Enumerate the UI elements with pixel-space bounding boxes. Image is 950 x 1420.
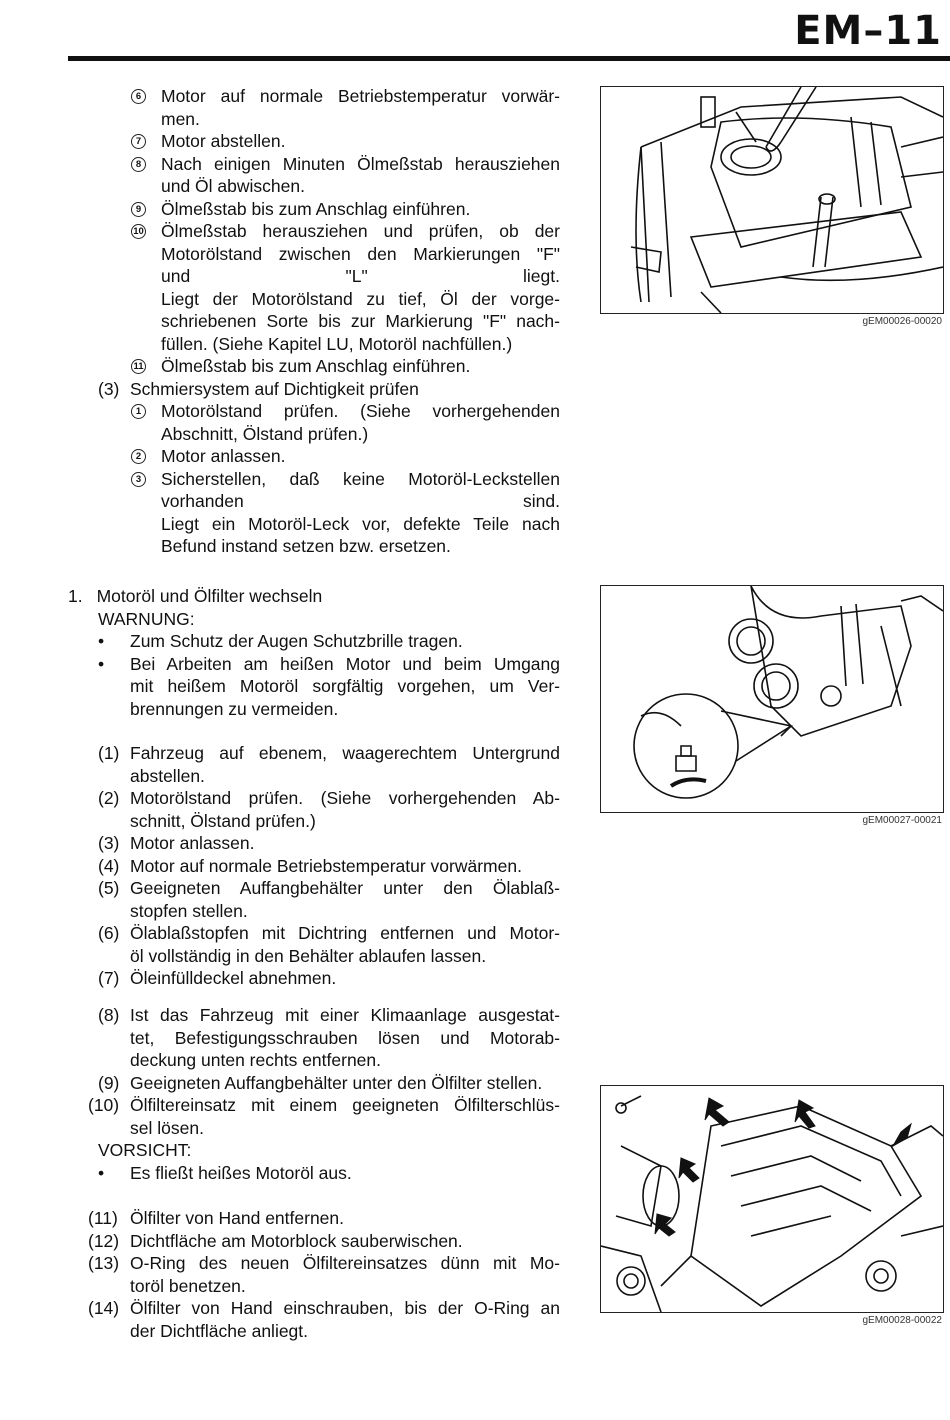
text-line: men. <box>161 108 200 129</box>
step-number <box>131 85 146 108</box>
step-marker: (4) <box>98 855 120 876</box>
step-number <box>98 922 119 945</box>
step-text <box>130 1252 560 1297</box>
text-line: Motorölstand prüfen. (Siehe vorhergehenden <box>161 401 560 421</box>
text-line: Sicherstellen, daß keine Motoröl-Leckstellen <box>161 468 560 489</box>
text-line: Motor abstellen. <box>161 131 286 151</box>
step-text <box>130 742 560 787</box>
step-number <box>131 468 146 491</box>
section-number: 1. <box>68 586 83 606</box>
text-line: toröl benetzen. <box>130 1275 246 1296</box>
step-text <box>130 1004 560 1072</box>
step-number <box>98 1072 119 1095</box>
step-number <box>98 787 119 810</box>
step-marker: 1 <box>131 404 146 419</box>
text-line: Motorölstand prüfen. (Siehe vorhergehenden Ab- <box>130 788 560 808</box>
section-title: Motoröl und Ölfilter wechseln <box>96 586 323 606</box>
step-text <box>130 1072 560 1095</box>
step-text <box>130 1230 560 1253</box>
text-line: Ölfilter von Hand entfernen. <box>130 1208 345 1228</box>
step-text <box>161 220 560 355</box>
text-line: und Öl abwischen. <box>161 176 305 196</box>
text-line: abstellen. <box>130 765 205 786</box>
step-text <box>161 130 560 153</box>
step-marker: (8) <box>98 1005 120 1025</box>
figure-caption-1: gEM00026-00020 <box>862 316 942 327</box>
text-line: Es fließt heißes Motoröl aus. <box>130 1162 352 1183</box>
step-number <box>88 1094 119 1117</box>
step-number <box>131 153 146 176</box>
bullet-text <box>130 1162 560 1185</box>
step-number <box>98 967 119 990</box>
step-text <box>130 832 560 855</box>
text-line: Motorölstand zwischen den Markierungen "F" <box>161 243 560 264</box>
section-heading <box>68 585 322 608</box>
text-line: vorhanden sind. <box>161 491 560 511</box>
oil-drain-plug-illustration <box>601 586 943 812</box>
step-marker: (7) <box>98 968 120 988</box>
step-text <box>130 378 560 401</box>
text-line: Ist das Fahrzeug mit einer Klimaanlage ausgestat- <box>130 1005 560 1025</box>
text-line: Ölmeßstab bis zum Anschlag einführen. <box>161 356 471 376</box>
text-line: Ölmeßstab herausziehen und prüfen, ob der <box>161 221 560 241</box>
step-text <box>130 1094 560 1139</box>
step-marker: (1) <box>98 743 120 763</box>
step-number <box>98 855 119 878</box>
text-line: sel lösen. <box>130 1117 204 1138</box>
text-line: Liegt ein Motoröl-Leck vor, defekte Teile nach <box>161 513 560 534</box>
text-line: stopfen stellen. <box>130 900 248 921</box>
warning-label: WARNUNG: <box>98 608 195 629</box>
text-line: Liegt der Motorölstand zu tief, Öl der vorge- <box>161 288 560 309</box>
text-line: Dichtfläche am Motorblock sauberwischen. <box>130 1230 463 1251</box>
step-marker: (5) <box>98 878 120 898</box>
text-line: Motor anlassen. <box>161 446 286 466</box>
text-line: mit heißem Motoröl sorgfältig vorgehen, um Ver- <box>130 676 560 696</box>
step-text <box>161 85 560 130</box>
step-text <box>161 468 560 558</box>
text-line: Abschnitt, Ölstand prüfen.) <box>161 423 369 444</box>
oil-filter-underside-illustration <box>601 1086 943 1312</box>
text-line: und "L" liegt. <box>161 266 560 286</box>
text-line: Zum Schutz der Augen Schutzbrille tragen. <box>130 631 463 651</box>
bullet-dot: • <box>98 1162 105 1183</box>
step-marker: (14) <box>88 1298 120 1318</box>
bullet-text <box>130 653 560 721</box>
step-marker: 10 <box>131 224 146 239</box>
text-line: schnitt, Ölstand prüfen.) <box>130 810 316 831</box>
bullet-dot: • <box>98 631 105 651</box>
text-line: Bei Arbeiten am heißen Motor und beim Umgang <box>130 653 560 674</box>
step-text <box>161 198 560 221</box>
step-text <box>130 855 560 878</box>
step-text <box>161 153 560 198</box>
figure-caption-2: gEM00027-00021 <box>862 815 942 826</box>
figure-engine-top <box>600 86 944 314</box>
caution-label: VORSICHT: <box>98 1140 192 1160</box>
step-number <box>88 1252 119 1275</box>
step-marker: (11) <box>88 1208 118 1228</box>
text-line: Motor anlassen. <box>130 833 255 853</box>
step-marker: 6 <box>131 89 146 104</box>
step-number <box>131 445 146 468</box>
step-number <box>98 877 119 900</box>
text-line: Schmiersystem auf Dichtigkeit prüfen <box>130 378 419 399</box>
step-marker: 7 <box>131 134 146 149</box>
step-number <box>98 742 119 765</box>
step-marker: (3) <box>98 833 120 853</box>
step-marker: (9) <box>98 1072 120 1093</box>
step-number <box>88 1230 119 1253</box>
step-marker: (3) <box>98 378 120 399</box>
step-text <box>130 1297 560 1342</box>
step-marker: (12) <box>88 1230 120 1251</box>
step-number <box>98 1004 119 1027</box>
step-text <box>161 400 560 445</box>
bullet-dot: • <box>98 653 105 674</box>
text-line: Motor auf normale Betriebstemperatur vorwärmen. <box>130 855 522 876</box>
step-marker: 11 <box>131 359 146 374</box>
text-line: Ölfilter von Hand einschrauben, bis der O-Ring an <box>130 1298 560 1318</box>
step-marker: 8 <box>131 157 146 172</box>
step-text <box>161 445 560 468</box>
step-number <box>131 130 146 153</box>
step-number <box>131 198 146 221</box>
step-marker: (10) <box>88 1095 120 1115</box>
step-number <box>131 220 146 243</box>
step-text <box>130 877 560 922</box>
text-line: schriebenen Sorte bis zur Markierung "F" nach- <box>161 311 560 331</box>
bullet-text <box>130 630 560 653</box>
text-line: brennungen zu vermeiden. <box>130 698 339 719</box>
text-line: Ölmeßstab bis zum Anschlag einführen. <box>161 198 471 219</box>
engine-oil-filler-illustration <box>601 87 943 313</box>
text-line: Ölablaßstopfen mit Dichtring entfernen und Motor- <box>130 923 560 943</box>
step-marker: 2 <box>131 449 146 464</box>
step-marker: (13) <box>88 1253 120 1273</box>
text-line: Geeigneten Auffangbehälter unter den Ölablaß- <box>130 878 560 898</box>
figure-caption-3: gEM00028-00022 <box>862 1315 942 1326</box>
step-text <box>130 922 560 967</box>
step-number <box>88 1207 118 1230</box>
text-line: deckung unten rechts entfernen. <box>130 1050 382 1070</box>
text-line: füllen. (Siehe Kapitel LU, Motoröl nachfüllen.) <box>161 333 513 354</box>
figure-oil-filter <box>600 1085 944 1313</box>
page-number-title: EM–11 <box>794 8 942 54</box>
step-text <box>130 1207 560 1230</box>
figure-drain-plug <box>600 585 944 813</box>
text-line: Nach einigen Minuten Ölmeßstab herausziehen <box>161 153 560 174</box>
header-rule <box>68 56 950 61</box>
text-line: Motor auf normale Betriebstemperatur vorwär- <box>161 86 560 106</box>
step-marker: 9 <box>131 202 146 217</box>
step-number <box>98 378 119 401</box>
text-line: der Dichtfläche anliegt. <box>130 1320 309 1341</box>
step-text <box>130 967 560 990</box>
text-line: Ölfiltereinsatz mit einem geeigneten Ölfilterschlüs- <box>130 1095 560 1115</box>
text-line: tet, Befestigungsschrauben lösen und Motorab- <box>130 1027 560 1048</box>
step-number <box>131 355 146 378</box>
step-number <box>131 400 146 423</box>
step-number <box>88 1297 119 1320</box>
text-line: Fahrzeug auf ebenem, waagerechtem Untergrund <box>130 743 560 763</box>
step-text <box>161 355 560 378</box>
step-marker: 3 <box>131 472 146 487</box>
step-marker: (6) <box>98 923 120 943</box>
text-line: Befund instand setzen bzw. ersetzen. <box>161 536 451 556</box>
text-line: O-Ring des neuen Ölfiltereinsatzes dünn mit Mo- <box>130 1253 560 1273</box>
text-line: öl vollständig in den Behälter ablaufen lassen. <box>130 945 487 966</box>
step-marker: (2) <box>98 788 120 808</box>
step-text <box>130 787 560 832</box>
text-line: Geeigneten Auffangbehälter unter den Ölfilter stellen. <box>130 1072 543 1093</box>
step-number <box>98 832 119 855</box>
text-line: Öleinfülldeckel abnehmen. <box>130 968 337 988</box>
